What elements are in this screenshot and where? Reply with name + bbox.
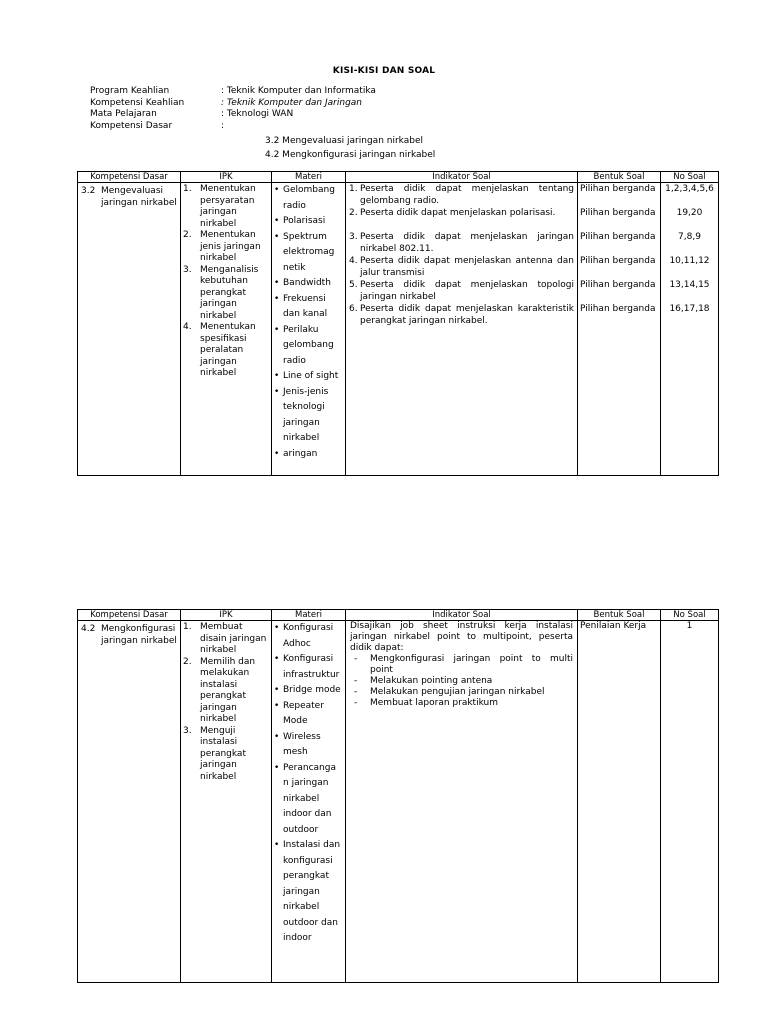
kd-text: Mengevaluasi jaringan nirkabel [101, 186, 177, 208]
kd-text: Mengkonfigurasi jaringan nirkabel [101, 624, 177, 646]
bullet-icon: • [274, 231, 280, 242]
header-fields [90, 86, 376, 132]
indikator-cell [346, 621, 578, 983]
field-value: : Teknik Komputer dan Jaringan [221, 97, 363, 108]
bullet-icon: • [274, 386, 280, 397]
col-header-ipk: IPK [181, 172, 272, 183]
kd-number: 4.2 [81, 624, 96, 634]
table-header-row [78, 610, 719, 621]
materi-item: • Konfigurasi Adhoc [274, 621, 343, 652]
kompetensi-dasar-list [265, 134, 435, 162]
bentuk-soal-cell [578, 621, 661, 983]
kd-item: 3.2 Mengevaluasi jaringan nirkabel [265, 136, 423, 146]
materi-item: • Line of sight [274, 369, 343, 385]
materi-item: • Polarisasi [274, 214, 343, 230]
field-label: Mata Pelajaran [90, 109, 157, 119]
ipk-item: 3. Menganalisis kebutuhan perangkat jaringan nirkabel [183, 264, 259, 321]
indikator-item: 1. Peserta didik dapat menjelaskan tentang gelombang radio. [349, 184, 574, 206]
bullet-icon: • [274, 623, 280, 633]
bullet-icon: • [274, 448, 280, 459]
materi-item: • Wireless mesh [274, 730, 343, 761]
materi-item: • Instalasi dan konfigurasi perangkat jaringan nirkabel outdoor dan indoor [274, 838, 343, 947]
indikator-item: 2. Peserta didik dapat menjelaskan polarisasi. [349, 208, 556, 218]
ipk-item: 1. Menentukan persyaratan jaringan nirkabel [183, 184, 256, 229]
col-header-materi: Materi [272, 610, 346, 621]
materi-item: • Konfigurasi infrastruktur [274, 652, 343, 683]
ipk-item: 3. Menguji instalasi perangkat jaringan nirkabel [183, 725, 246, 782]
materi-item: • Jenis-jenis teknologi jaringan nirkabel [274, 385, 343, 447]
materi-cell [272, 183, 346, 476]
bullet-icon: • [274, 731, 280, 742]
ipk-item: 2. Memilih dan melakukan instalasi perangkat jaringan nirkabel [183, 656, 256, 724]
bullet-icon: • [274, 685, 280, 695]
materi-item: • Spektrum elektromag netik [274, 230, 343, 277]
materi-item: • Bridge mode [274, 683, 343, 699]
col-header-no-soal: No Soal [661, 610, 719, 621]
ipk-item: 2. Menentukan jenis jaringan nirkabel [183, 230, 261, 263]
bullet-icon: • [274, 324, 280, 335]
indikator-item: - Melakukan pointing antena [354, 676, 493, 686]
no-soal-value: 13,14,15 [669, 280, 710, 290]
materi-item: • Perilaku gelombang radio [274, 323, 343, 370]
bullet-icon: • [274, 278, 280, 288]
kd-cell [78, 621, 181, 983]
field-kompetensi-dasar [90, 121, 376, 133]
col-header-kompetensi-dasar: Kompetensi Dasar [78, 610, 181, 621]
materi-item: • Gelombang radio [274, 183, 343, 214]
no-soal-value: 1,2,3,4,5,6 [665, 184, 714, 194]
materi-item: • Frekuensi dan kanal [274, 292, 343, 323]
field-label: Program Keahlian [90, 86, 170, 96]
document-title: KISI-KISI DAN SOAL [332, 66, 436, 76]
kd-cell [78, 183, 181, 476]
ipk-cell [181, 621, 272, 983]
field-kompetensi-keahlian [90, 98, 376, 110]
kd-item: 4.2 Mengkonfigurasi jaringan nirkabel [265, 150, 436, 160]
table-header-row [78, 172, 719, 183]
field-value: : [221, 120, 225, 131]
col-header-bentuk-soal: Bentuk Soal [578, 172, 661, 183]
bentuk-soal-value: Pilihan berganda [580, 232, 656, 242]
no-soal-cell [661, 183, 719, 476]
bullet-icon: • [274, 840, 280, 850]
field-value: : Teknik Komputer dan Informatika [221, 86, 376, 96]
col-header-materi: Materi [272, 172, 346, 183]
ipk-item: 1. Membuat disain jaringan nirkabel [183, 622, 267, 655]
indikator-cell [346, 183, 578, 476]
bullet-icon: • [274, 654, 280, 664]
materi-item: • aringan [274, 447, 343, 463]
field-label: Kompetensi Dasar [90, 120, 173, 131]
materi-item: • Perancanga n jaringan nirkabel indoor dan outdoor [274, 761, 343, 839]
bentuk-soal-value: Pilihan berganda [580, 184, 656, 194]
field-mata-pelajaran [90, 109, 376, 121]
indikator-item: 5. Peserta didik dapat menjelaskan topologi jaringan nirkabel [349, 280, 574, 302]
kisi-table-1 [77, 171, 719, 476]
bentuk-soal-cell [578, 183, 661, 476]
bentuk-soal-value: Penilaian Kerja [580, 621, 647, 631]
no-soal-value: 16,17,18 [669, 304, 710, 314]
table-row [78, 183, 719, 476]
materi-item: • Repeater Mode [274, 699, 343, 730]
field-value: : Teknologi WAN [221, 109, 294, 119]
col-header-ipk: IPK [181, 610, 272, 621]
bullet-icon: • [274, 216, 280, 226]
materi-cell [272, 621, 346, 983]
indikator-item: - Mengkonfigurasi jaringan point to multi point [354, 654, 573, 675]
no-soal-value: 7,8,9 [678, 232, 701, 242]
no-soal-value: 1 [686, 621, 693, 631]
kisi-table-2 [77, 609, 719, 983]
bullet-icon: • [274, 762, 280, 773]
no-soal-cell [661, 621, 719, 983]
ipk-item: 4. Menentukan spesifikasi peralatan jaringan nirkabel [183, 322, 256, 378]
bullet-icon: • [274, 371, 280, 381]
bentuk-soal-value: Pilihan berganda [580, 280, 656, 290]
bentuk-soal-value: Pilihan berganda [580, 208, 656, 218]
col-header-indikator-soal: Indikator Soal [346, 172, 578, 183]
col-header-indikator-soal: Indikator Soal [346, 610, 578, 621]
col-header-no-soal: No Soal [661, 172, 719, 183]
indikator-item: 3. Peserta didik dapat menjelaskan jaringan nirkabel 802.11. [349, 232, 574, 254]
bentuk-soal-value: Pilihan berganda [580, 304, 656, 314]
col-header-kompetensi-dasar: Kompetensi Dasar [78, 172, 181, 183]
indikator-item: 6. Peserta didik dapat menjelaskan karakteristik perangkat jaringan nirkabel. [349, 304, 574, 326]
field-label: Kompetensi Keahlian [90, 97, 185, 108]
indikator-item: 4. Peserta didik dapat menjelaskan antenna dan jalur transmisi [349, 256, 574, 278]
no-soal-value: 10,11,12 [669, 256, 710, 266]
kd-number: 3.2 [81, 186, 96, 196]
no-soal-value: 19,20 [676, 208, 703, 218]
indikator-item: - Membuat laporan praktikum [354, 698, 498, 708]
ipk-cell [181, 183, 272, 476]
col-header-bentuk-soal: Bentuk Soal [578, 610, 661, 621]
field-program-keahlian [90, 86, 376, 98]
bullet-icon: • [274, 293, 280, 304]
bullet-icon: • [274, 700, 280, 711]
indikator-item: - Melakukan pengujian jaringan nirkabel [354, 687, 545, 697]
bullet-icon: • [274, 185, 280, 195]
materi-item: • Bandwidth [274, 276, 343, 292]
table-row [78, 621, 719, 983]
bentuk-soal-value: Pilihan berganda [580, 256, 656, 266]
indikator-list [350, 654, 573, 709]
indikator-intro: Disajikan job sheet instruksi kerja instalasi jaringan nirkabel point to multipoint, peserta didik dapat: [350, 621, 573, 653]
